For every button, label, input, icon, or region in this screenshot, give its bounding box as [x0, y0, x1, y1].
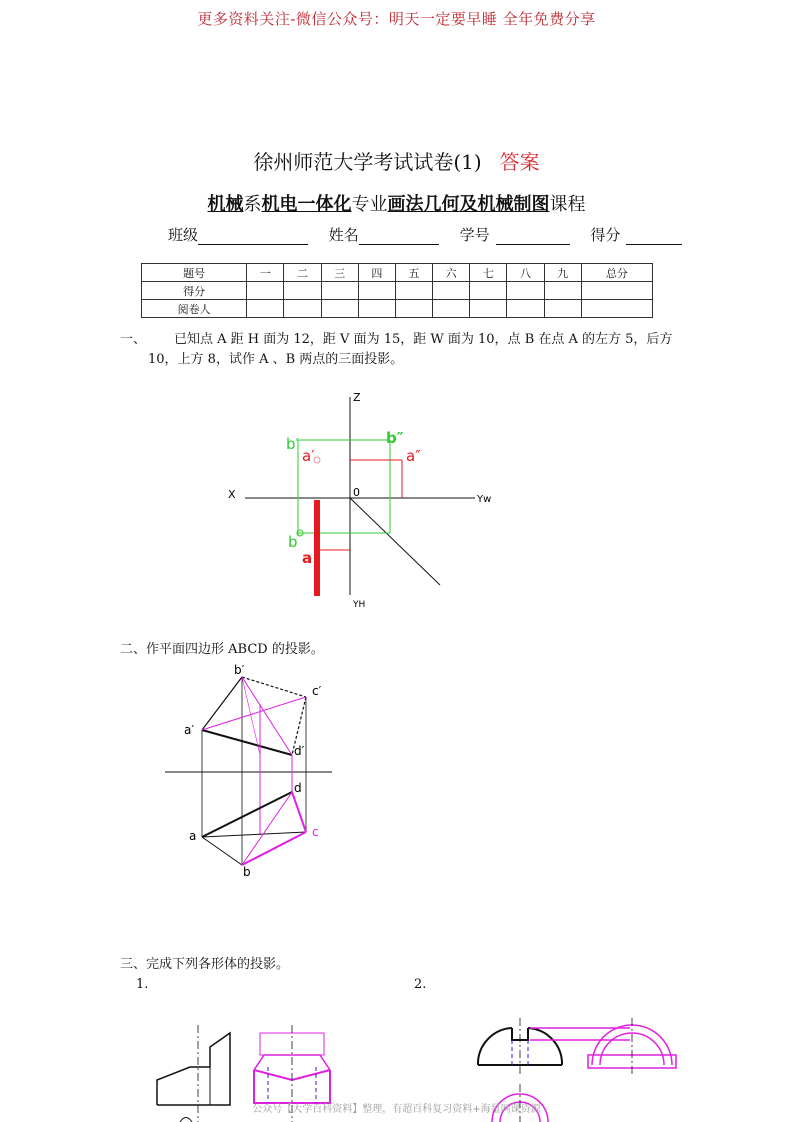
- q2-quadrilateral-diagram: [160, 660, 340, 885]
- q3-text: 三、完成下列各形体的投影。: [120, 957, 290, 972]
- a-label: a: [302, 549, 313, 567]
- table-cell: 九: [544, 264, 581, 282]
- a-prime-label: a′: [302, 447, 315, 465]
- grader-cell[interactable]: [507, 300, 544, 318]
- id-label: 学号: [459, 226, 490, 244]
- score-cell[interactable]: [284, 282, 321, 300]
- major: 机电一体化: [261, 194, 352, 215]
- course-line: [0, 190, 793, 216]
- front-view-edges: [202, 677, 306, 755]
- dept: 机械: [207, 194, 244, 215]
- score-label: 得分: [590, 226, 621, 244]
- yw-label: Yw: [477, 494, 492, 505]
- d-prime-label: d′: [294, 744, 305, 758]
- b-prime-label: b′: [234, 663, 245, 677]
- score-cell[interactable]: [395, 282, 432, 300]
- grader-cell[interactable]: [395, 300, 432, 318]
- grader-cell[interactable]: [358, 300, 395, 318]
- table-cell: 四: [358, 264, 395, 282]
- score-field: [626, 230, 682, 245]
- answer-label: 答案: [499, 150, 540, 174]
- exam-title: [0, 146, 793, 175]
- b-label: b: [288, 533, 298, 551]
- table-cell: 三: [321, 264, 358, 282]
- q2-text: 二、作平面四边形 ABCD 的投影。: [120, 642, 324, 657]
- point-a-thick-projector: [314, 500, 320, 596]
- score-cell[interactable]: [581, 282, 652, 300]
- b-prime-label: b′: [286, 435, 299, 453]
- table-cell: 阅卷人: [142, 300, 247, 318]
- table-cell: 一: [247, 264, 284, 282]
- score-cell[interactable]: [507, 282, 544, 300]
- score-cell[interactable]: [433, 282, 470, 300]
- name-field: [359, 230, 439, 245]
- a-label: a: [189, 829, 197, 843]
- name-label: 姓名: [328, 226, 359, 244]
- q1-number: 一、: [120, 332, 147, 347]
- table-cell: 二: [284, 264, 321, 282]
- grader-cell[interactable]: [433, 300, 470, 318]
- table-row: [142, 264, 653, 282]
- a-double-prime-label: a″: [406, 447, 421, 465]
- d-label: d: [294, 781, 302, 795]
- a-prime-label: a′: [184, 723, 195, 737]
- dept-suffix: 系: [243, 194, 262, 215]
- grader-cell[interactable]: [581, 300, 652, 318]
- score-cell[interactable]: [247, 282, 284, 300]
- grader-cell[interactable]: [470, 300, 507, 318]
- 45-degree-line: [350, 498, 440, 585]
- grader-cell[interactable]: [544, 300, 581, 318]
- grader-cell[interactable]: [321, 300, 358, 318]
- yh-label: YH: [353, 600, 366, 610]
- student-info: [168, 224, 682, 245]
- table-cell: 七: [470, 264, 507, 282]
- q3-item-1-number: 1.: [136, 977, 149, 992]
- score-cell[interactable]: [321, 282, 358, 300]
- score-cell[interactable]: [544, 282, 581, 300]
- b-double-prime-label: b″: [386, 429, 404, 447]
- q1-text-line2: 10，上方 8，试作 A 、B 两点的三面投影。: [148, 352, 404, 367]
- table-cell: 六: [433, 264, 470, 282]
- course: 画法几何及机械制图: [387, 194, 550, 215]
- b-label: b: [243, 865, 251, 879]
- q1-text-line1: 已知点 A 距 H 面为 12，距 V 面为 15，距 W 面为 10，点 B 在点 A 的左方 5，后方: [174, 332, 673, 347]
- origin-label: 0: [353, 486, 360, 499]
- score-table: [141, 263, 653, 318]
- grader-cell[interactable]: [284, 300, 321, 318]
- c-prime-label: c′: [312, 684, 322, 698]
- q3-item-2-number: 2.: [414, 977, 427, 992]
- table-cell: 八: [507, 264, 544, 282]
- top-banner: 更多资料关注-微信公众号：明天一定要早睡 全年免费分享: [197, 10, 596, 28]
- id-field: [496, 230, 570, 245]
- table-cell: 题号: [142, 264, 247, 282]
- class-field: [198, 230, 308, 245]
- c-label: c: [312, 825, 319, 839]
- top-view-answer: [242, 792, 306, 865]
- course-suffix: 课程: [549, 194, 586, 215]
- table-cell: 总分: [581, 264, 652, 282]
- table-cell: 得分: [142, 282, 247, 300]
- z-label: Z: [353, 391, 361, 404]
- table-row: [142, 300, 653, 318]
- score-cell[interactable]: [358, 282, 395, 300]
- grader-cell[interactable]: [247, 300, 284, 318]
- footer-watermark: 公众号【大学百科资料】整理，有超百科复习资料+海量网课资源: [252, 1104, 541, 1115]
- q1-projection-diagram: [220, 385, 500, 615]
- major-suffix: 专业: [351, 194, 388, 215]
- top-view-edges: [202, 792, 306, 865]
- class-label: 班级: [168, 226, 199, 244]
- table-row: [142, 282, 653, 300]
- table-cell: 五: [395, 264, 432, 282]
- score-cell[interactable]: [470, 282, 507, 300]
- x-label: X: [228, 488, 236, 501]
- exam-title-text: 徐州师范大学考试试卷(1): [253, 150, 482, 174]
